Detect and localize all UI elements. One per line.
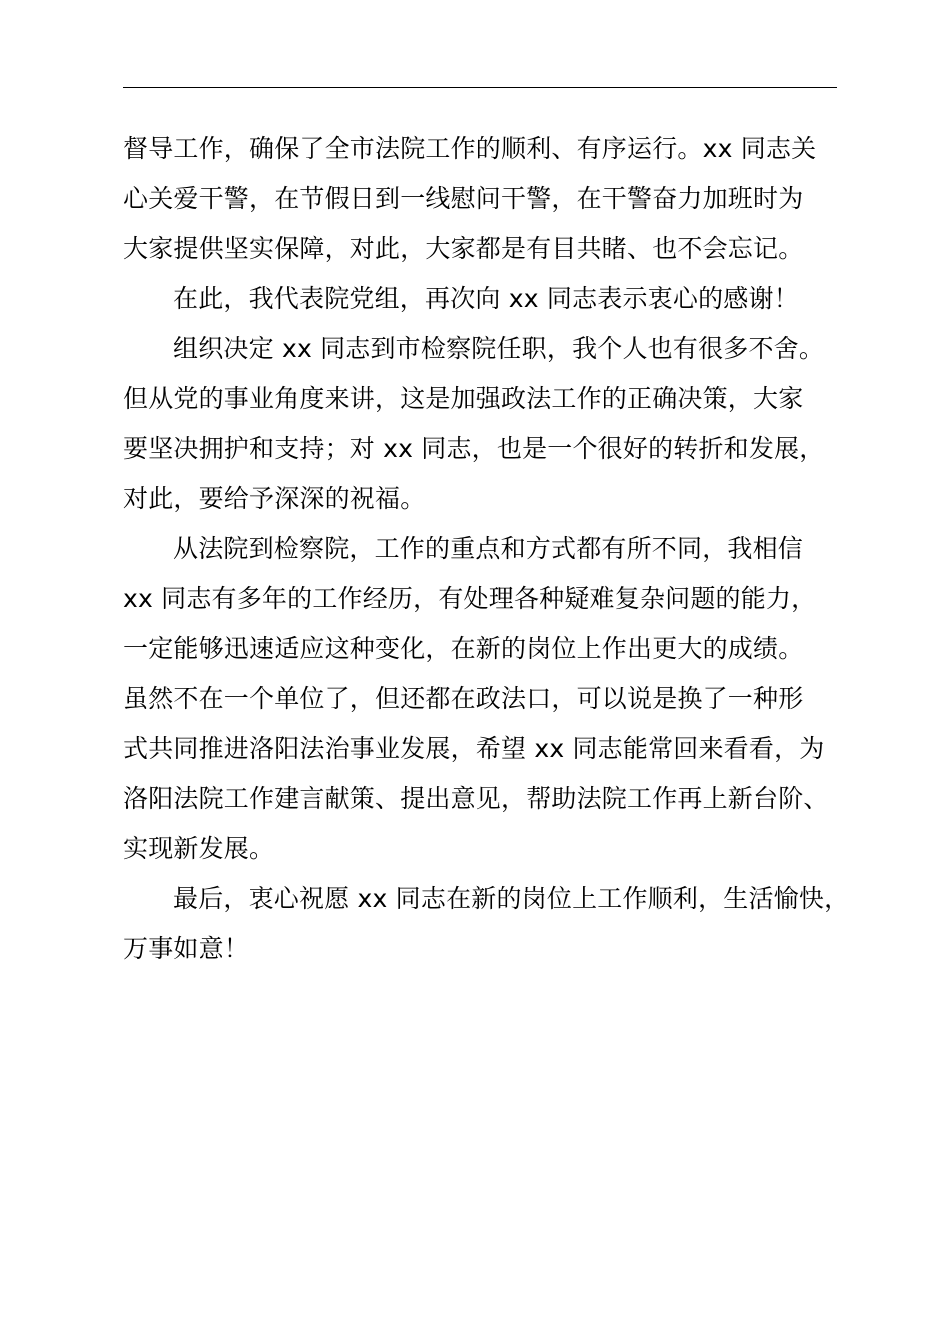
paragraph-first-line: 在此，我代表院党组，再次向 xx 同志表示衷心的感谢！ <box>173 284 799 313</box>
header-rule <box>123 87 837 88</box>
text-line: 大家提供坚实保障，对此，大家都是有目共睹、也不会忘记。 <box>123 234 804 263</box>
text-line: 实现新发展。 <box>123 834 275 863</box>
text-line: 要坚决拥护和支持；对 xx 同志，也是一个很好的转折和发展， <box>123 434 825 463</box>
text-line: xx 同志有多年的工作经历，有处理各种疑难复杂问题的能力， <box>123 584 817 613</box>
document-body <box>123 124 863 974</box>
text-line: 督导工作，确保了全市法院工作的顺利、有序运行。xx 同志关 <box>123 134 817 163</box>
paragraph-first-line: 组织决定 xx 同志到市检察院任职，我个人也有很多不舍。 <box>173 334 825 363</box>
paragraph-first-line: 最后，衷心祝愿 xx 同志在新的岗位上工作顺利，生活愉快， <box>173 884 850 913</box>
text-line: 心关爱干警，在节假日到一线慰问干警，在干警奋力加班时为 <box>123 184 804 213</box>
text-line: 一定能够迅速适应这种变化，在新的岗位上作出更大的成绩。 <box>123 634 804 663</box>
text-line: 虽然不在一个单位了，但还都在政法口，可以说是换了一种形 <box>123 684 804 713</box>
paragraph-first-line: 从法院到检察院，工作的重点和方式都有所不同，我相信 <box>173 534 804 563</box>
text-line: 式共同推进洛阳法治事业发展，希望 xx 同志能常回来看看，为 <box>123 734 825 763</box>
text-line: 但从党的事业角度来讲，这是加强政法工作的正确决策，大家 <box>123 384 804 413</box>
text-line: 万事如意！ <box>123 934 250 963</box>
text-line: 对此，要给予深深的祝福。 <box>123 484 426 513</box>
text-line: 洛阳法院工作建言献策、提出意见，帮助法院工作再上新台阶、 <box>123 784 829 813</box>
